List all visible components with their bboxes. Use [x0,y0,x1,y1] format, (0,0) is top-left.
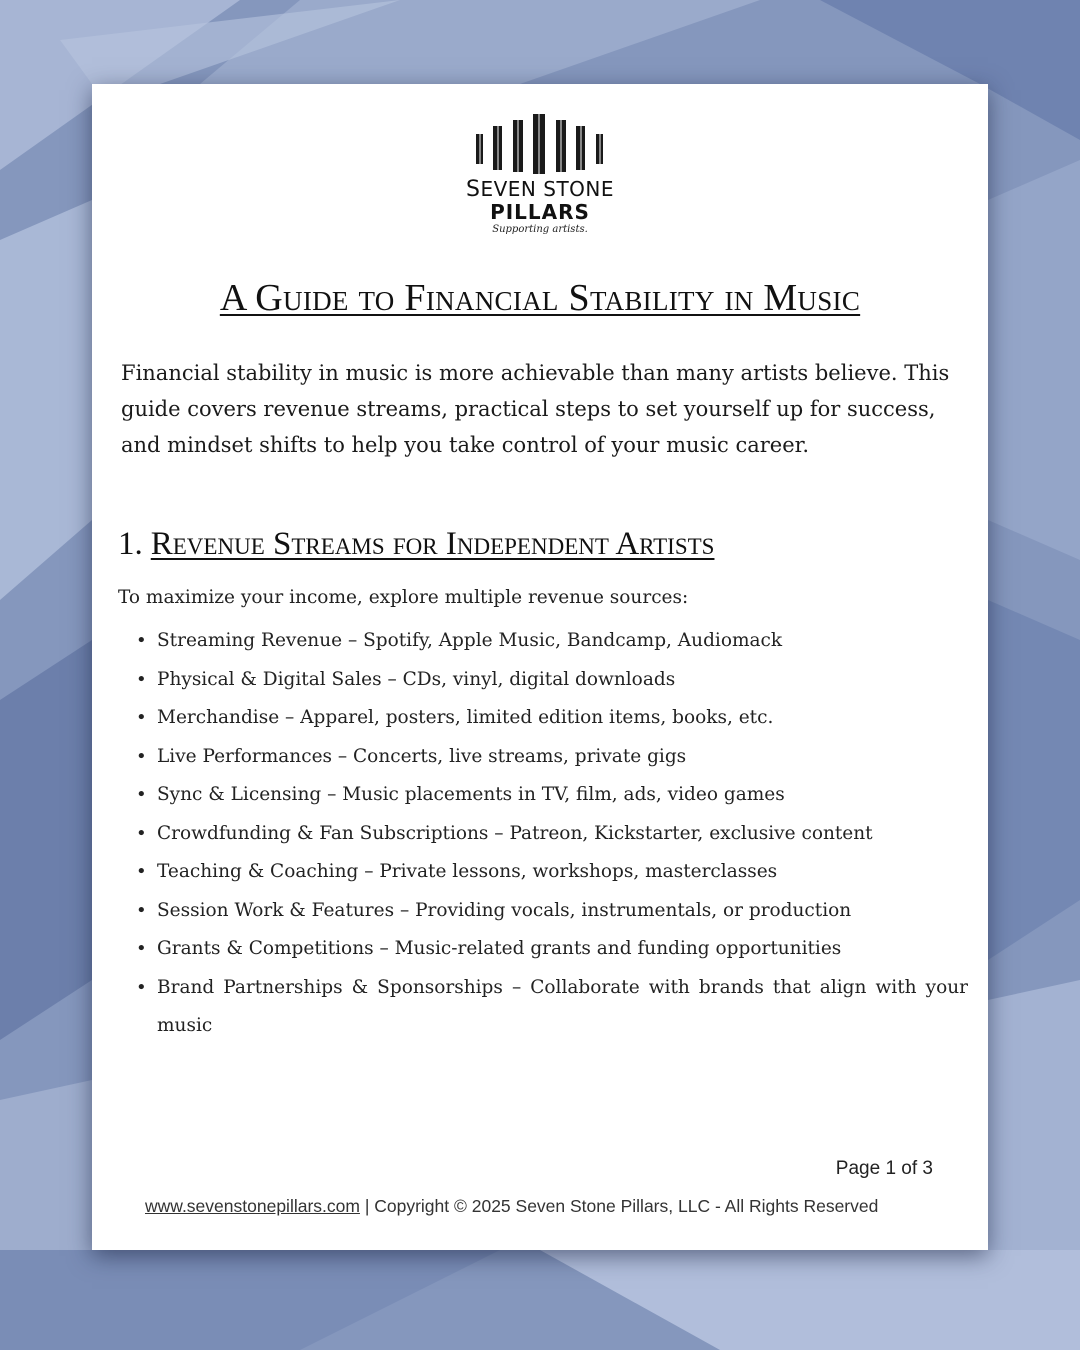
list-item: • Physical & Digital Sales – CDs, vinyl, digital downloads [136,661,968,700]
page-number: Page 1 of 3 [835,1158,933,1179]
revenue-list [136,622,968,1046]
list-item: • Sync & Licensing – Music placements in TV, film, ads, video games [136,776,968,815]
list-item: • Teaching & Coaching – Private lessons, workshops, masterclasses [136,853,968,892]
bullet-dot-icon: • [136,707,147,728]
section-heading [118,526,968,563]
brand-name-line1: SEVEN STONE [466,177,614,202]
intro-paragraph: Financial stability in music is more achievable than many artists believe. This guide covers revenue streams, practical steps to set yourself up for success, and mindset shifts to help you take control of your music career. [121,361,950,457]
seven-pillars-logo-icon [470,112,610,176]
bullet-dot-icon: • [136,745,147,767]
list-item: • Crowdfunding & Fan Subscriptions – Patreon, Kickstarter, exclusive content [136,815,968,854]
footer [145,1196,945,1217]
bullet-dot-icon: • [136,938,147,959]
website-link[interactable]: www.sevenstonepillars.com [145,1196,360,1216]
bullet-dot-icon: • [136,822,147,844]
brand-logo [92,112,988,237]
bullet-dot-icon: • [136,668,147,690]
section-number: 1. [118,526,143,562]
list-item: • Grants & Competitions – Music-related grants and funding opportunities [136,930,968,969]
document-title: A Guide to Financial Stability in Music [219,277,861,319]
list-item: • Merchandise – Apparel, posters, limited edition items, books, etc. [136,699,968,738]
section-title: Revenue Streams for Independent Artists [150,526,715,562]
list-item: • Live Performances – Concerts, live streams, private gigs [136,738,968,777]
bullet-dot-icon: • [136,784,147,805]
bullet-dot-icon: • [136,976,147,998]
document-page [92,84,988,1250]
copyright-text: | Copyright © 2025 Seven Stone Pillars, LLC - All Rights Reserved [359,1196,879,1216]
bullet-dot-icon: • [136,899,147,921]
list-item: • Session Work & Features – Providing vocals, instrumentals, or production [136,892,968,931]
brand-tagline: Supporting artists. [492,224,588,235]
bullet-dot-icon: • [136,861,147,882]
list-item: • Brand Partnerships & Sponsorships – Collaborate with brands that align with your music [136,969,968,1046]
brand-name-line2: PILLARS [490,200,590,224]
list-item: • Streaming Revenue – Spotify, Apple Music, Bandcamp, Audiomack [136,622,968,661]
bullet-dot-icon: • [136,630,147,651]
section-lead: To maximize your income, explore multiple revenue sources: [118,587,689,608]
